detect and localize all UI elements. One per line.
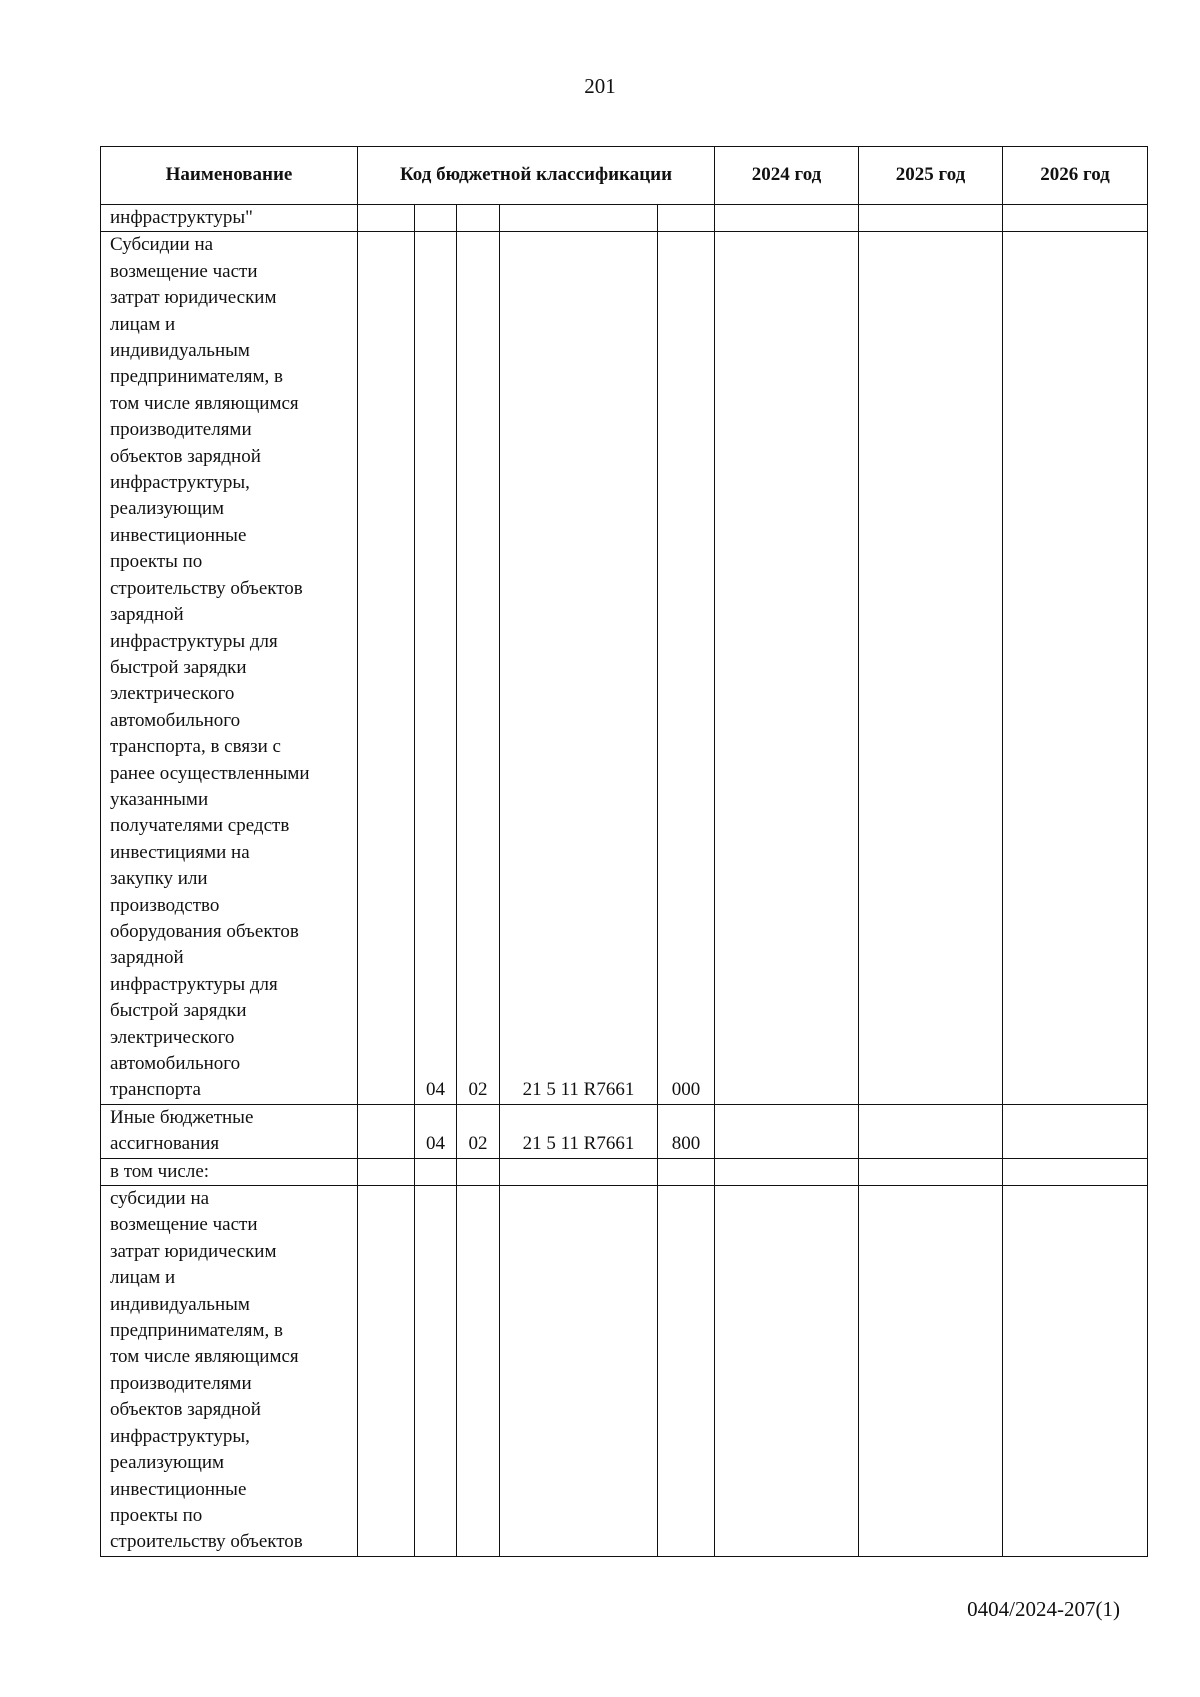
row-pr: 02 <box>457 1104 500 1158</box>
row-2025 <box>859 1104 1003 1158</box>
row-name: Иные бюджетные ассигнования <box>101 1104 358 1158</box>
row-csr <box>500 1186 658 1557</box>
row-rz <box>415 1158 457 1185</box>
table-row <box>101 1158 1148 1185</box>
row-2024 <box>715 1186 859 1557</box>
row-gr <box>358 1104 415 1158</box>
row-csr: 21 5 11 R7661 <box>500 232 658 1104</box>
row-vr <box>658 1186 715 1557</box>
row-pr <box>457 1186 500 1557</box>
row-rz: 04 <box>415 232 457 1104</box>
row-vr: 000 <box>658 232 715 1104</box>
header-row <box>101 147 1148 205</box>
row-2026 <box>1003 1158 1148 1185</box>
row-2024 <box>715 232 859 1104</box>
row-pr <box>457 205 500 232</box>
header-name: Наименование <box>101 147 358 205</box>
row-2026 <box>1003 232 1148 1104</box>
budget-table <box>100 146 1148 1557</box>
row-2026 <box>1003 1186 1148 1557</box>
header-code: Код бюджетной классификации <box>358 147 715 205</box>
row-2025 <box>859 1186 1003 1557</box>
row-2024 <box>715 205 859 232</box>
header-year-2024: 2024 год <box>715 147 859 205</box>
row-2025 <box>859 1158 1003 1185</box>
row-gr <box>358 232 415 1104</box>
row-2024 <box>715 1158 859 1185</box>
row-2024 <box>715 1104 859 1158</box>
row-name: субсидии на возмещение части затрат юридическим лицам и индивидуальным предпринимателям, в том числе являющимся производителями объектов зарядной инфраструктуры, реализующим инвестиционные проекты по строительству объектов <box>101 1186 358 1557</box>
page-number: 201 <box>584 74 616 98</box>
row-vr <box>658 1158 715 1185</box>
row-vr: 800 <box>658 1104 715 1158</box>
row-gr <box>358 205 415 232</box>
row-rz <box>415 205 457 232</box>
row-gr <box>358 1186 415 1557</box>
row-pr <box>457 1158 500 1185</box>
row-rz <box>415 1186 457 1557</box>
row-2025 <box>859 232 1003 1104</box>
row-vr <box>658 205 715 232</box>
row-name: Субсидии на возмещение части затрат юридическим лицам и индивидуальным предпринимателям, в том числе являющимся производителями объектов зарядной инфраструктуры, реализующим инвестиционные проекты по строительству объектов зарядной инфраструктуры для быстрой зарядки электрического автомобильного транспорта, в связи с ранее осуществленными указанными получателями средств инвестициями на закупку или производство оборудования объектов зарядной инфраструктуры для быстрой зарядки электрического автомобильного транспорта <box>101 232 358 1104</box>
row-pr: 02 <box>457 232 500 1104</box>
row-2026 <box>1003 205 1148 232</box>
table-row <box>101 1186 1148 1557</box>
row-2025 <box>859 205 1003 232</box>
row-2026 <box>1003 1104 1148 1158</box>
row-csr <box>500 205 658 232</box>
table-row <box>101 232 1148 1104</box>
row-name: в том числе: <box>101 1158 358 1185</box>
row-name: инфраструктуры" <box>101 205 358 232</box>
table-row <box>101 1104 1148 1158</box>
row-csr <box>500 1158 658 1185</box>
row-gr <box>358 1158 415 1185</box>
row-csr: 21 5 11 R7661 <box>500 1104 658 1158</box>
document-number: 0404/2024-207(1) <box>967 1597 1120 1621</box>
table-row <box>101 205 1148 232</box>
row-rz: 04 <box>415 1104 457 1158</box>
header-year-2025: 2025 год <box>859 147 1003 205</box>
header-year-2026: 2026 год <box>1003 147 1148 205</box>
